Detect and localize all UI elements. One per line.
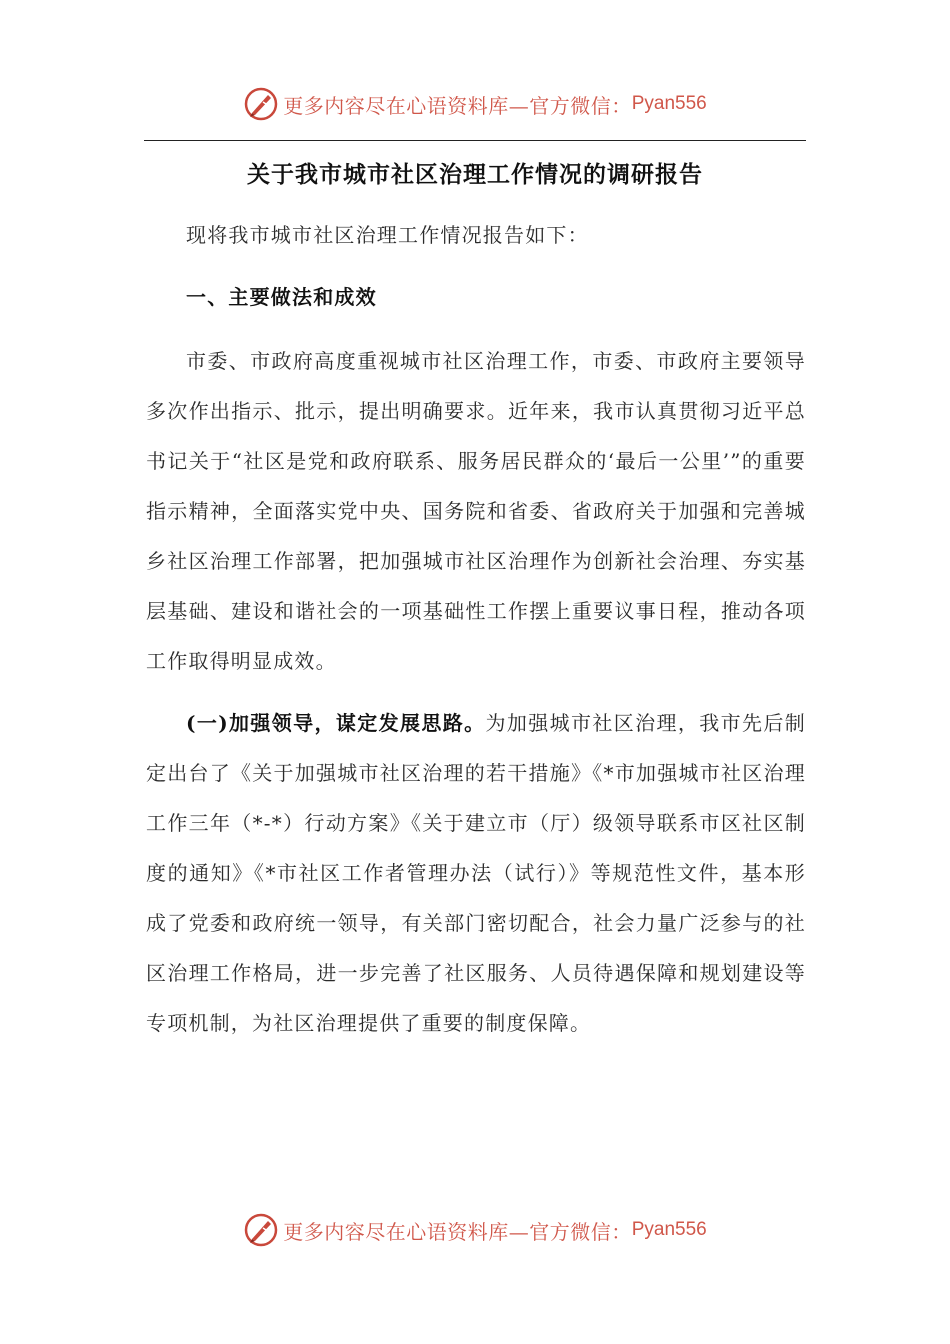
watermark-banner-bottom [0,1210,950,1250]
header-divider [144,140,806,141]
subsection-text: 为加强城市社区治理，我市先后制定出台了《关于加强城市社区治理的若干措施》《*市加强城市社区治理工作三年（*-*）行动方案》《关于建立市（厅）级领导联系市区社区制度的通知》《*市社区工作者管理办法（试行）》等规范性文件，基本形成了党委和政府统一领导，有关部门密切配合，社会力量广泛参与的社区治理工作格局，进一步完善了社区服务、人员待遇保障和规划建设等专项机制，为社区治理提供了重要的制度保障。 [146,711,806,1035]
watermark-wechat-id: Pyan556 [631,93,707,114]
section-heading: 一、主要做法和成效 [186,285,377,309]
document-title: 关于我市城市社区治理工作情况的调研报告 [247,161,703,188]
watermark-wechat-id: Pyan556 [631,1219,707,1240]
watermark-banner-top [0,84,950,124]
watermark-text: 更多内容尽在心语资料库—官方微信： [283,1219,632,1244]
quill-logo-icon [243,1212,279,1248]
subsection-paragraph [146,698,806,1048]
watermark-text: 更多内容尽在心语资料库—官方微信： [283,93,632,118]
intro-paragraph: 现将我市城市社区治理工作情况报告如下： [186,223,589,247]
section-paragraph: 市委、市政府高度重视城市社区治理工作，市委、市政府主要领导多次作出指示、批示，提出明确要求。近年来，我市认真贯彻习近平总书记关于“社区是党和政府联系、服务居民群众的‘最后一公里’”的重要指示精神，全面落实党中央、国务院和省委、省政府关于加强和完善城乡社区治理工作部署，把加强城市社区治理作为创新社会治理、夯实基层基础、建设和谐社会的一项基础性工作摆上重要议事日程，推动各项工作取得明显成效。 [146,349,806,673]
subsection-heading: (一)加强领导，谋定发展思路。 [186,711,486,735]
quill-logo-icon [243,86,279,122]
